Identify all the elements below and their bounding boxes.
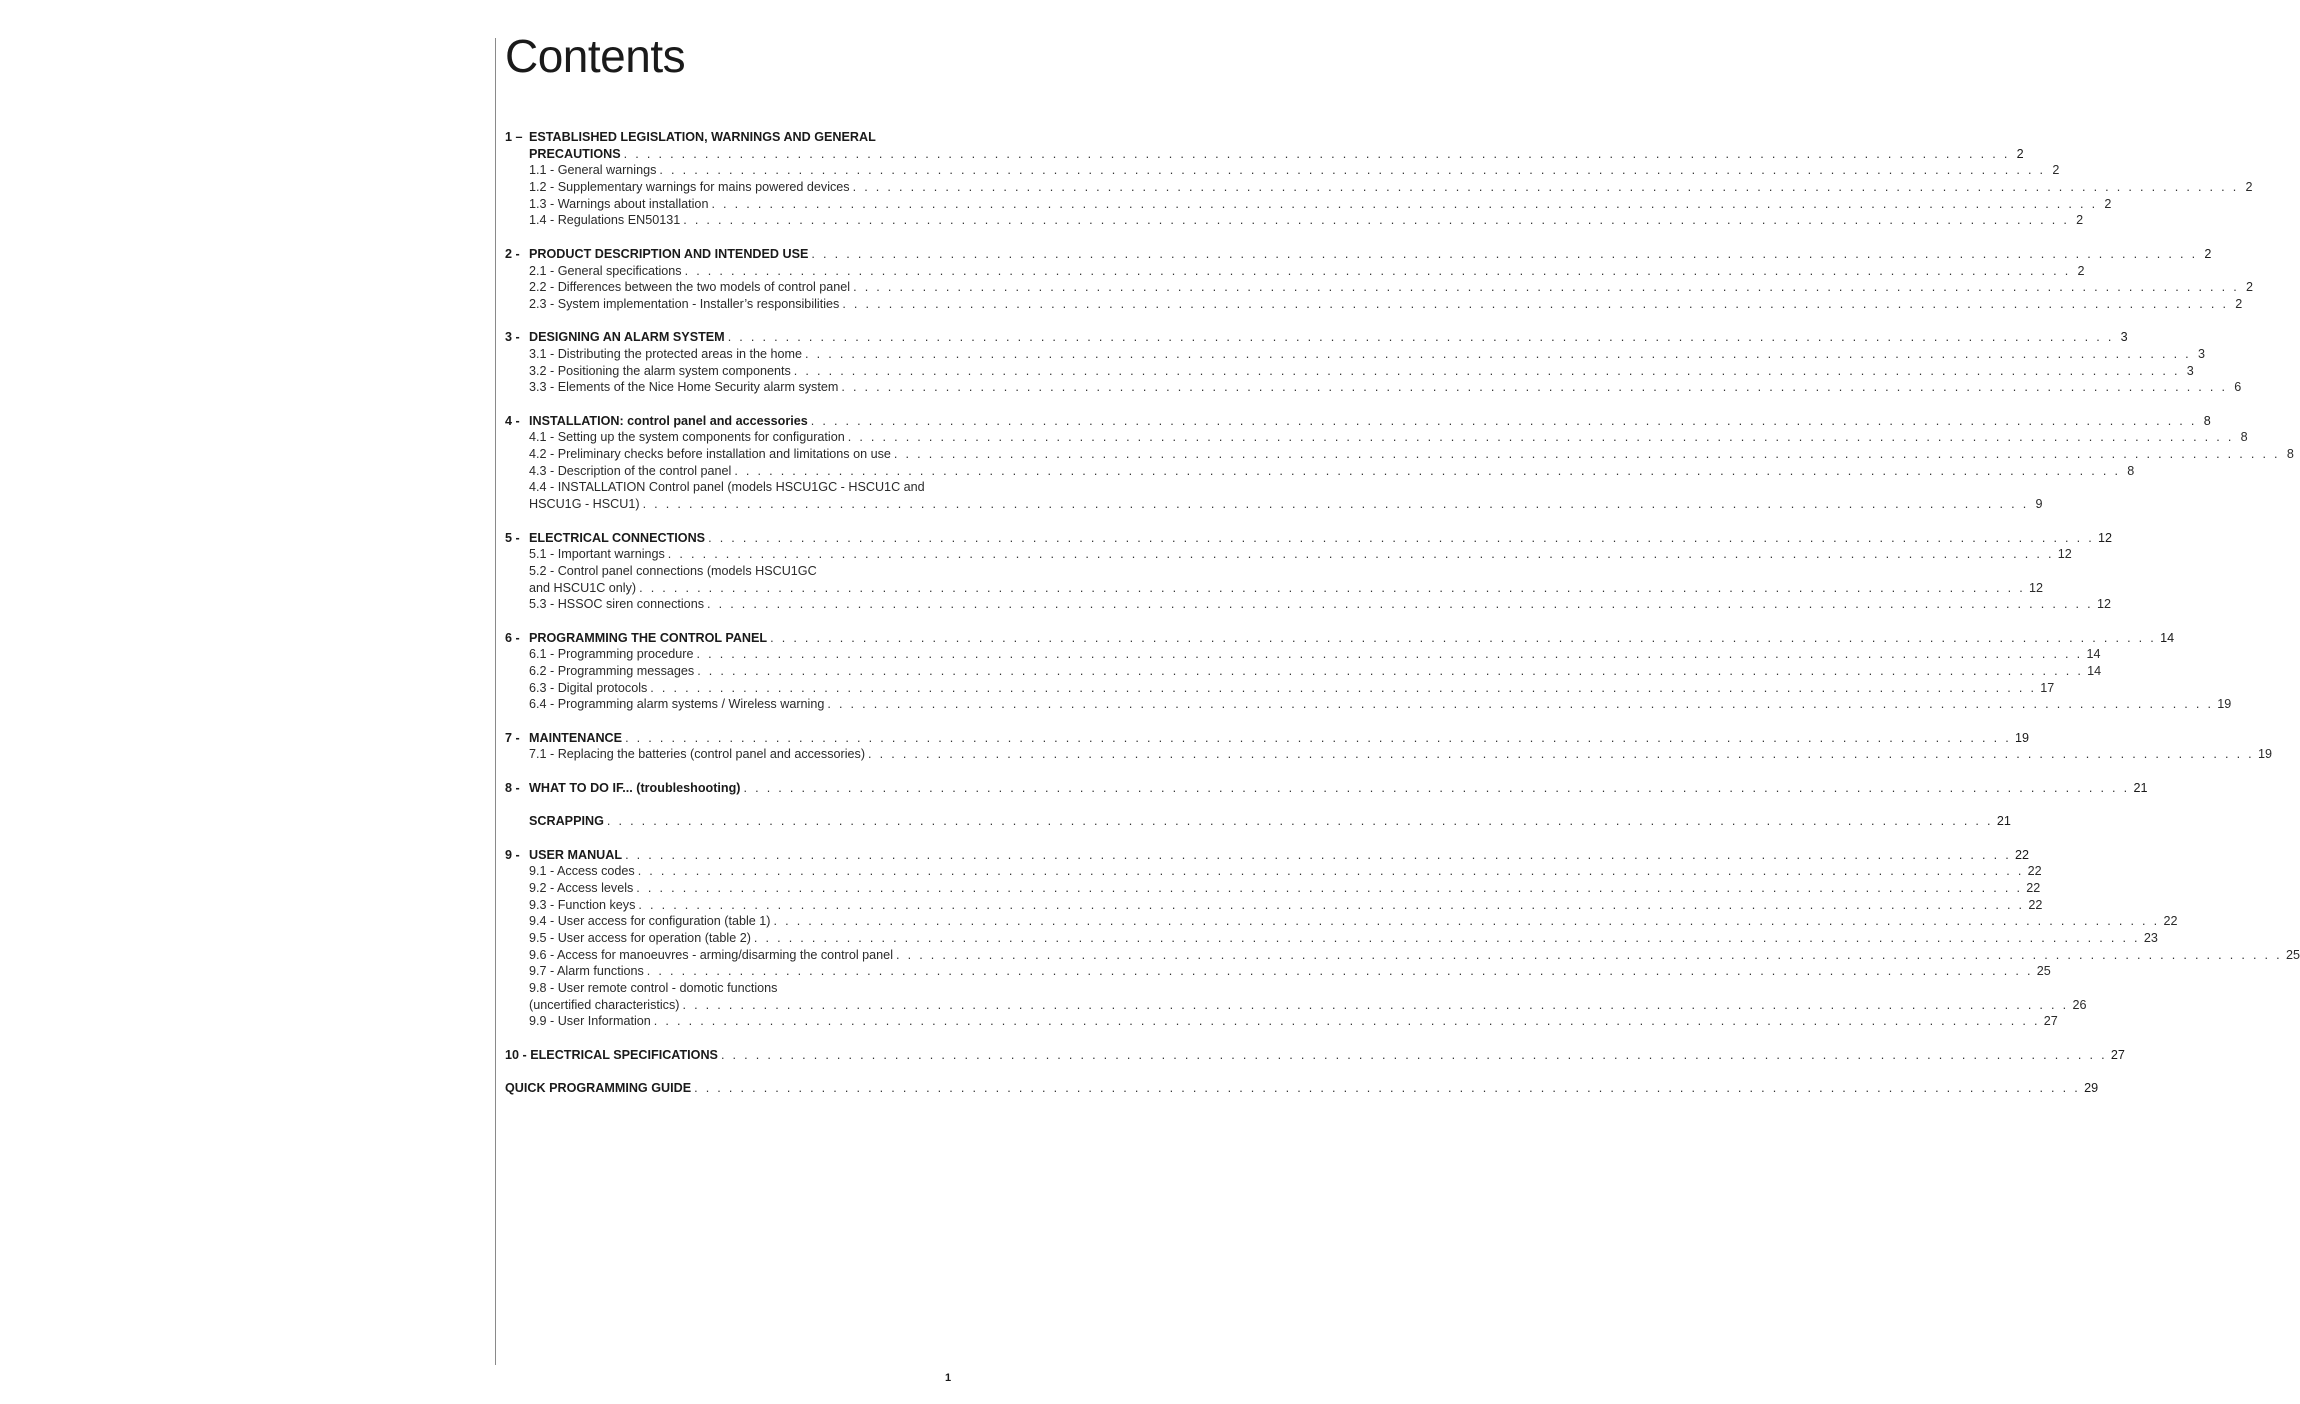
toc-leader-dots: . . . . . . . . . . . . . . . . . . . . . . . . . . . . . . . . . . . . . . . . . . . . . . . . . . . . . . . . . . . . . . . . . . . . . . . . . . . . . . . . . . . . . . . . . . . . . . . . . . . . . . . . . . . . . . . . . . . . . . . . <box>720 1047 2107 1062</box>
toc-leader-dots: . . . . . . . . . . . . . . . . . . . . . . . . . . . . . . . . . . . . . . . . . . . . . . . . . . . . . . . . . . . . . . . . . . . . . . . . . . . . . . . . . . . . . . . . . . . . . . . . . . . . . . . . . . . . . . . . . . . . . . . . <box>637 864 2024 879</box>
toc-subentry[interactable] <box>505 913 2178 930</box>
toc-page-number: 2 <box>2204 246 2212 261</box>
toc-subentry[interactable] <box>505 897 2043 914</box>
toc-leader-dots: . . . . . . . . . . . . . . . . . . . . . . . . . . . . . . . . . . . . . . . . . . . . . . . . . . . . . . . . . . . . . . . . . . . . . . . . . . . . . . . . . . . . . . . . . . . . . . . . . . . . . . . . . . . . . . . . . . . . . . . . <box>638 897 2025 912</box>
toc-subentry[interactable] <box>505 212 2084 229</box>
toc-label: 5.3 - HSSOC siren connections <box>529 597 704 612</box>
toc-page-number: 8 <box>2127 463 2135 478</box>
toc-page-number: 22 <box>2163 914 2178 929</box>
toc-page-number: 23 <box>2143 931 2158 945</box>
toc-subentry[interactable] <box>505 963 2051 980</box>
toc-page-number: 14 <box>2087 664 2102 678</box>
toc-leader-dots: . . . . . . . . . . . . . . . . . . . . . . . . . . . . . . . . . . . . . . . . . . . . . . . . . . . . . . . . . . . . . . . . . . . . . . . . . . . . . . . . . . . . . . . . . . . . . . . . . . . . . . . . . . . . . . . . . . . . . . . . <box>868 747 2254 762</box>
toc-subentry[interactable] <box>505 596 2111 613</box>
toc-entry[interactable] <box>505 129 950 146</box>
toc-leader-dots: . . . . . . . . . . . . . . . . . . . . . . . . . . . . . . . . . . . . . . . . . . . . . . . . . . . . . . . . . . . . . . . . . . . . . . . . . . . . . . . . . . . . . . . . . . . . . . . . . . . . . . . . . . . . . . . . . . . . . . . . <box>842 296 2229 311</box>
toc-entry[interactable] <box>505 246 2212 263</box>
toc-subentry[interactable] <box>505 580 2044 597</box>
toc-leader-dots: . . . . . . . . . . . . . . . . . . . . . . . . . . . . . . . . . . . . . . . . . . . . . . . . . . . . . . . . . . . . . . . . . . . . . . . . . . . . . . . . . . . . . . . . . . . . . . . . . . . . . . . . . . . . . . . . . . . . . . . . <box>653 1014 2040 1029</box>
toc-page-number: 12 <box>2029 580 2044 595</box>
toc-page-number: 14 <box>2160 630 2175 645</box>
toc-subentry[interactable] <box>505 162 2060 179</box>
toc-page-number: 2 <box>2052 163 2060 178</box>
toc-label: USER MANUAL <box>529 847 623 862</box>
toc-label: QUICK PROGRAMMING GUIDE <box>505 1081 692 1096</box>
toc-leader-dots: . . . . . . . . . . . . . . . . . . . . . . . . . . . . . . . . . . . . . . . . . . . . . . . . . . . . . . . . . . . . . . . . . . . . . . . . . . . . . . . . . . . . . . . . . . . . . . . . . . . . . . . . . . . . . . . . . . . . . . . . <box>708 530 2095 545</box>
toc-leader-dots: . . . . . . . . . . . . . . . . . . . . . . . . . . . . . . . . . . . . . . . . . . . . . . . . . . . . . . . . . . . . . . . . . . . . . . . . . . . . . . . . . . . . . . . . . . . . . . . . . . . . . . . . . . . . . . . . . . . . . . . . <box>770 630 2157 645</box>
toc-label: 7.1 - Replacing the batteries (control panel and accessories) <box>529 747 866 762</box>
toc-section-number: 9 - <box>505 847 520 862</box>
toc-entry[interactable] <box>505 813 2011 830</box>
toc-subentry[interactable] <box>505 179 2253 196</box>
toc-subentry[interactable] <box>505 863 2042 880</box>
toc-label: 3.2 - Positioning the alarm system components <box>529 363 791 378</box>
toc-label: 9.7 - Alarm functions <box>529 964 644 979</box>
toc-entry[interactable] <box>505 630 2175 647</box>
toc-page-number: 2 <box>2077 263 2085 278</box>
toc-leader-dots: . . . . . . . . . . . . . . . . . . . . . . . . . . . . . . . . . . . . . . . . . . . . . . . . . . . . . . . . . . . . . . . . . . . . . . . . . . . . . . . . . . . . . . . . . . . . . . . . . . . . . . . . . . . . . . . . . . . . . . . . <box>707 597 2093 612</box>
toc-leader-dots: . . . . . . . . . . . . . . . . . . . . . . . . . . . . . . . . . . . . . . . . . . . . . . . . . . . . . . . . . . . . . . . . . . . . . . . . . . . . . . . . . . . . . . . . . . . . . . . . . . . . . . . . . . . . . . . . . . . . . . . . <box>711 196 2098 211</box>
toc-label: 6.2 - Programming messages <box>529 664 695 678</box>
toc-leader-dots: . . . . . . . . . . . . . . . . . . . . . . . . . . . . . . . . . . . . . . . . . . . . . . . . . . . . . . . . . . . . . . . . . . . . . . . . . . . . . . . . . . . . . . . . . . . . . . . . . . . . . . . . . . . . . . . . . . . . . . . . <box>805 346 2191 361</box>
toc-page-number: 12 <box>2096 597 2111 612</box>
toc-label: 9.8 - User remote control - domotic functions <box>529 981 778 996</box>
toc-label: 6.4 - Programming alarm systems / Wireless warning <box>529 697 825 712</box>
toc-entry[interactable] <box>505 530 2113 547</box>
vertical-divider <box>495 38 496 1365</box>
toc-page-number: 14 <box>2086 647 2101 662</box>
toc-page-number: 12 <box>2098 530 2113 545</box>
toc-leader-dots: . . . . . . . . . . . . . . . . . . . . . . . . . . . . . . . . . . . . . . . . . . . . . . . . . . . . . . . . . . . . . . . . . . . . . . . . . . . . . . . . . . . . . . . . . . . . . . . . . . . . . . . . . . . . . . . . . . . . . . . . <box>682 997 2069 1012</box>
toc-label: 1.4 - Regulations EN50131 <box>529 213 681 228</box>
toc-page-number: 2 <box>2076 213 2084 228</box>
toc-leader-dots: . . . . . . . . . . . . . . . . . . . . . . . . . . . . . . . . . . . . . . . . . . . . . . . . . . . . . . . . . . . . . . . . . . . . . . . . . . . . . . . . . . . . . . . . . . . . . . . . . . . . . . . . . . . . . . . . . . . . . . . . <box>753 931 2140 945</box>
toc-page-number: 12 <box>2057 547 2072 562</box>
toc-label: 1.2 - Supplementary warnings for mains powered devices <box>529 180 850 195</box>
toc-section-number: 8 - <box>505 780 520 795</box>
toc-entry[interactable] <box>505 1047 2125 1064</box>
toc-entry[interactable] <box>505 413 2211 430</box>
toc-page-number: 22 <box>2027 864 2042 879</box>
page-number: 1 <box>945 1372 952 1384</box>
toc-page-number: 29 <box>2084 1081 2099 1096</box>
toc-subentry[interactable] <box>505 646 2101 663</box>
toc-label: 9.3 - Function keys <box>529 897 636 912</box>
toc-entry[interactable] <box>505 146 2024 163</box>
toc-page-number: 9 <box>2035 497 2043 512</box>
toc-page-number: 27 <box>2043 1014 2058 1029</box>
toc-entry[interactable] <box>505 329 2128 346</box>
toc-subentry[interactable] <box>505 746 2272 763</box>
toc-label: 2.1 - General specifications <box>529 263 682 278</box>
toc-label: 10 - ELECTRICAL SPECIFICATIONS <box>505 1047 718 1062</box>
toc-leader-dots: . . . . . . . . . . . . . . . . . . . . . . . . . . . . . . . . . . . . . . . . . . . . . . . . . . . . . . . . . . . . . . . . . . . . . . . . . . . . . . . . . . . . . . . . . . . . . . . . . . . . . . . . . . . . . . . . . . . . . . . . <box>650 680 2037 695</box>
toc-subentry[interactable] <box>505 947 2300 964</box>
toc-page-number: 8 <box>2203 413 2211 428</box>
toc-page-number: 25 <box>2285 947 2300 962</box>
toc-subentry[interactable] <box>505 546 2072 563</box>
toc-section-number: 6 - <box>505 630 520 645</box>
toc-page-number: 2 <box>2246 280 2254 295</box>
toc-subentry[interactable] <box>505 663 2102 680</box>
toc-section-number: 3 - <box>505 330 520 345</box>
toc-page-number: 22 <box>2015 847 2030 862</box>
toc-page-number: 2 <box>2104 196 2112 211</box>
toc-leader-dots: . . . . . . . . . . . . . . . . . . . . . . . . . . . . . . . . . . . . . . . . . . . . . . . . . . . . . . . . . . . . . . . . . . . . . . . . . . . . . . . . . . . . . . . . . . . . . . . . . . . . . . . . . . . . . . . . . . . . . . . . <box>639 580 2026 595</box>
toc-section-number: 5 - <box>505 530 520 545</box>
toc-entry[interactable] <box>505 1080 2099 1097</box>
toc-label: 9.2 - Access levels <box>529 880 634 895</box>
toc-label: 3.3 - Elements of the Nice Home Security alarm system <box>529 380 839 395</box>
toc-subentry[interactable] <box>505 496 2043 513</box>
toc-page-number: 22 <box>2028 897 2043 912</box>
toc-leader-dots: . . . . . . . . . . . . . . . . . . . . . . . . . . . . . . . . . . . . . . . . . . . . . . . . . . . . . . . . . . . . . . . . . . . . . . . . . . . . . . . . . . . . . . . . . . . . . . . . . . . . . . . . . . . . . . . . . . . . . . . . <box>847 430 2234 445</box>
toc-label: 9.9 - User Information <box>529 1014 651 1029</box>
toc-label: MAINTENANCE <box>529 730 623 745</box>
toc-subentry[interactable] <box>505 429 2248 446</box>
toc-subentry[interactable] <box>505 296 2243 313</box>
toc-label: 9.5 - User access for operation (table 2) <box>529 931 751 945</box>
toc-subentry[interactable] <box>505 346 2205 363</box>
toc-label: 4.2 - Preliminary checks before installation and limitations on use <box>529 447 891 462</box>
toc-subentry[interactable] <box>505 563 950 580</box>
toc-subentry[interactable] <box>505 696 2232 713</box>
toc-label: 6.1 - Programming procedure <box>529 647 694 662</box>
page-title: Contents <box>505 30 686 82</box>
toc-leader-dots: . . . . . . . . . . . . . . . . . . . . . . . . . . . . . . . . . . . . . . . . . . . . . . . . . . . . . . . . . . . . . . . . . . . . . . . . . . . . . . . . . . . . . . . . . . . . . . . . . . . . . . . . . . . . . . . . . . . . . . . . <box>606 814 1993 829</box>
toc-leader-dots: . . . . . . . . . . . . . . . . . . . . . . . . . . . . . . . . . . . . . . . . . . . . . . . . . . . . . . . . . . . . . . . . . . . . . . . . . . . . . . . . . . . . . . . . . . . . . . . . . . . . . . . . . . . . . . . . . . . . . . . . <box>659 163 2046 178</box>
toc-label: 4.3 - Description of the control panel <box>529 463 732 478</box>
toc-label: DESIGNING AN ALARM SYSTEM <box>529 330 725 345</box>
toc-leader-dots: . . . . . . . . . . . . . . . . . . . . . . . . . . . . . . . . . . . . . . . . . . . . . . . . . . . . . . . . . . . . . . . . . . . . . . . . . . . . . . . . . . . . . . . . . . . . . . . . . . . . . . . . . . . . . . . . . . . . . . . . <box>743 780 2130 795</box>
toc-subentry[interactable] <box>505 363 2194 380</box>
toc-label: ESTABLISHED LEGISLATION, WARNINGS AND GENERAL <box>529 130 876 144</box>
toc-leader-dots: . . . . . . . . . . . . . . . . . . . . . . . . . . . . . . . . . . . . . . . . . . . . . . . . . . . . . . . . . . . . . . . . . . . . . . . . . . . . . . . . . . . . . . . . . . . . . . . . . . . . . . . . . . . . . . . . . . . . . . . . <box>773 914 2160 929</box>
toc-leader-dots: . . . . . . . . . . . . . . . . . . . . . . . . . . . . . . . . . . . . . . . . . . . . . . . . . . . . . . . . . . . . . . . . . . . . . . . . . . . . . . . . . . . . . . . . . . . . . . . . . . . . . . . . . . . . . . . . . . . . . . . . <box>623 146 2010 161</box>
toc-label: 4.1 - Setting up the system components for configuration <box>529 430 845 445</box>
toc-entry[interactable] <box>505 730 2030 747</box>
toc-leader-dots: . . . . . . . . . . . . . . . . . . . . . . . . . . . . . . . . . . . . . . . . . . . . . . . . . . . . . . . . . . . . . . . . . . . . . . . . . . . . . . . . . . . . . . . . . . . . . . . . . . . . . . . . . . . . . . . . . . . . . . . . <box>667 547 2054 562</box>
toc-subentry[interactable] <box>505 930 2158 947</box>
toc-subentry[interactable] <box>505 196 2112 213</box>
toc-page-number: 25 <box>2036 964 2051 979</box>
toc-leader-dots: . . . . . . . . . . . . . . . . . . . . . . . . . . . . . . . . . . . . . . . . . . . . . . . . . . . . . . . . . . . . . . . . . . . . . . . . . . . . . . . . . . . . . . . . . . . . . . . . . . . . . . . . . . . . . . . . . . . . . . . . <box>893 447 2280 462</box>
toc-subentry[interactable] <box>505 446 2294 463</box>
toc-section-number: 2 - <box>505 246 520 261</box>
toc-label: (uncertified characteristics) <box>529 997 680 1012</box>
toc-subentry[interactable] <box>505 1013 2058 1030</box>
toc-label: PRECAUTIONS <box>529 146 621 161</box>
toc-label: 6.3 - Digital protocols <box>529 680 648 695</box>
toc-section-number: 7 - <box>505 730 520 745</box>
toc-leader-dots: . . . . . . . . . . . . . . . . . . . . . . . . . . . . . . . . . . . . . . . . . . . . . . . . . . . . . . . . . . . . . . . . . . . . . . . . . . . . . . . . . . . . . . . . . . . . . . . . . . . . . . . . . . . . . . . . . . . . . . . . <box>896 947 2282 962</box>
toc-page-number: 2 <box>2016 146 2024 161</box>
toc-page-number: 8 <box>2286 447 2294 462</box>
toc-leader-dots: . . . . . . . . . . . . . . . . . . . . . . . . . . . . . . . . . . . . . . . . . . . . . . . . . . . . . . . . . . . . . . . . . . . . . . . . . . . . . . . . . . . . . . . . . . . . . . . . . . . . . . . . . . . . . . . . . . . . . . . . <box>793 363 2180 378</box>
toc-label: 4.4 - INSTALLATION Control panel (models HSCU1GC - HSCU1C and <box>529 480 925 495</box>
toc-page-number: 19 <box>2217 697 2232 712</box>
toc-label: 2.2 - Differences between the two models of control panel <box>529 280 851 295</box>
toc-leader-dots: . . . . . . . . . . . . . . . . . . . . . . . . . . . . . . . . . . . . . . . . . . . . . . . . . . . . . . . . . . . . . . . . . . . . . . . . . . . . . . . . . . . . . . . . . . . . . . . . . . . . . . . . . . . . . . . . . . . . . . . . <box>810 413 2197 428</box>
toc-label: PRODUCT DESCRIPTION AND INTENDED USE <box>529 246 809 261</box>
toc-label: ELECTRICAL CONNECTIONS <box>529 530 706 545</box>
toc-label: HSCU1G - HSCU1) <box>529 497 640 512</box>
toc-section-number: 1 – <box>505 130 523 144</box>
toc-page-number: 21 <box>1996 814 2011 829</box>
toc-subentry[interactable] <box>505 880 2041 897</box>
toc-subentry[interactable] <box>505 463 2135 480</box>
toc-label: 9.6 - Access for manoeuvres - arming/disarming the control panel <box>529 947 893 962</box>
toc-page-number: 8 <box>2240 430 2248 445</box>
toc-subentry[interactable] <box>505 263 2085 280</box>
toc-page-number: 27 <box>2110 1047 2125 1062</box>
toc-leader-dots: . . . . . . . . . . . . . . . . . . . . . . . . . . . . . . . . . . . . . . . . . . . . . . . . . . . . . . . . . . . . . . . . . . . . . . . . . . . . . . . . . . . . . . . . . . . . . . . . . . . . . . . . . . . . . . . . . . . . . . . . <box>852 180 2239 195</box>
toc-page-number: 19 <box>2015 730 2030 745</box>
toc-page-number: 2 <box>2245 180 2253 195</box>
toc-leader-dots: . . . . . . . . . . . . . . . . . . . . . . . . . . . . . . . . . . . . . . . . . . . . . . . . . . . . . . . . . . . . . . . . . . . . . . . . . . . . . . . . . . . . . . . . . . . . . . . . . . . . . . . . . . . . . . . . . . . . . . . . <box>636 880 2023 895</box>
toc-leader-dots: . . . . . . . . . . . . . . . . . . . . . . . . . . . . . . . . . . . . . . . . . . . . . . . . . . . . . . . . . . . . . . . . . . . . . . . . . . . . . . . . . . . . . . . . . . . . . . . . . . . . . . . . . . . . . . . . . . . . . . . . <box>683 213 2070 228</box>
toc-label: 1.3 - Warnings about installation <box>529 196 709 211</box>
toc-subentry[interactable] <box>505 279 2254 296</box>
toc-subentry[interactable] <box>505 997 2087 1014</box>
toc-label: and HSCU1C only) <box>529 580 637 595</box>
toc-leader-dots: . . . . . . . . . . . . . . . . . . . . . . . . . . . . . . . . . . . . . . . . . . . . . . . . . . . . . . . . . . . . . . . . . . . . . . . . . . . . . . . . . . . . . . . . . . . . . . . . . . . . . . . . . . . . . . . . . . . . . . . . <box>684 263 2071 278</box>
toc-page-number: 3 <box>2120 330 2128 345</box>
toc-leader-dots: . . . . . . . . . . . . . . . . . . . . . . . . . . . . . . . . . . . . . . . . . . . . . . . . . . . . . . . . . . . . . . . . . . . . . . . . . . . . . . . . . . . . . . . . . . . . . . . . . . . . . . . . . . . . . . . . . . . . . . . . <box>734 463 2121 478</box>
toc-subentry[interactable] <box>505 479 950 496</box>
toc-label: 5.2 - Control panel connections (models HSCU1GC <box>529 563 817 578</box>
toc-leader-dots: . . . . . . . . . . . . . . . . . . . . . . . . . . . . . . . . . . . . . . . . . . . . . . . . . . . . . . . . . . . . . . . . . . . . . . . . . . . . . . . . . . . . . . . . . . . . . . . . . . . . . . . . . . . . . . . . . . . . . . . . <box>727 330 2114 345</box>
toc-label: 3.1 - Distributing the protected areas in the home <box>529 346 803 361</box>
table-of-contents <box>505 129 2300 1097</box>
toc-leader-dots: . . . . . . . . . . . . . . . . . . . . . . . . . . . . . . . . . . . . . . . . . . . . . . . . . . . . . . . . . . . . . . . . . . . . . . . . . . . . . . . . . . . . . . . . . . . . . . . . . . . . . . . . . . . . . . . . . . . . . . . . <box>841 380 2228 395</box>
toc-leader-dots: . . . . . . . . . . . . . . . . . . . . . . . . . . . . . . . . . . . . . . . . . . . . . . . . . . . . . . . . . . . . . . . . . . . . . . . . . . . . . . . . . . . . . . . . . . . . . . . . . . . . . . . . . . . . . . . . . . . . . . . . <box>625 730 2012 745</box>
toc-page-number: 2 <box>2235 296 2243 311</box>
toc-page-number: 3 <box>2186 363 2194 378</box>
toc-page-number: 17 <box>2040 680 2055 695</box>
toc-subentry[interactable] <box>505 980 950 997</box>
toc-label: 9.1 - Access codes <box>529 864 635 879</box>
toc-section-number: 4 - <box>505 413 520 428</box>
toc-label: 2.3 - System implementation - Installer’s responsibilities <box>529 296 840 311</box>
toc-leader-dots: . . . . . . . . . . . . . . . . . . . . . . . . . . . . . . . . . . . . . . . . . . . . . . . . . . . . . . . . . . . . . . . . . . . . . . . . . . . . . . . . . . . . . . . . . . . . . . . . . . . . . . . . . . . . . . . . . . . . . . . . <box>853 280 2240 295</box>
toc-page-number: 26 <box>2072 997 2087 1012</box>
toc-subentry[interactable] <box>505 680 2055 697</box>
toc-page-number: 21 <box>2133 780 2148 795</box>
toc-label: INSTALLATION: control panel and accessories <box>529 413 808 428</box>
toc-label: 1.1 - General warnings <box>529 163 657 178</box>
toc-page-number: 22 <box>2026 880 2041 895</box>
toc-label: PROGRAMMING THE CONTROL PANEL <box>529 630 768 645</box>
toc-leader-dots: . . . . . . . . . . . . . . . . . . . . . . . . . . . . . . . . . . . . . . . . . . . . . . . . . . . . . . . . . . . . . . . . . . . . . . . . . . . . . . . . . . . . . . . . . . . . . . . . . . . . . . . . . . . . . . . . . . . . . . . . <box>697 664 2084 678</box>
toc-leader-dots: . . . . . . . . . . . . . . . . . . . . . . . . . . . . . . . . . . . . . . . . . . . . . . . . . . . . . . . . . . . . . . . . . . . . . . . . . . . . . . . . . . . . . . . . . . . . . . . . . . . . . . . . . . . . . . . . . . . . . . . . <box>811 246 2198 261</box>
toc-subentry[interactable] <box>505 379 2242 396</box>
toc-page-number: 19 <box>2257 747 2272 762</box>
toc-page-number: 3 <box>2197 346 2205 361</box>
toc-leader-dots: . . . . . . . . . . . . . . . . . . . . . . . . . . . . . . . . . . . . . . . . . . . . . . . . . . . . . . . . . . . . . . . . . . . . . . . . . . . . . . . . . . . . . . . . . . . . . . . . . . . . . . . . . . . . . . . . . . . . . . . . <box>646 964 2033 979</box>
toc-label: 9.4 - User access for configuration (table 1) <box>529 914 771 929</box>
toc-leader-dots: . . . . . . . . . . . . . . . . . . . . . . . . . . . . . . . . . . . . . . . . . . . . . . . . . . . . . . . . . . . . . . . . . . . . . . . . . . . . . . . . . . . . . . . . . . . . . . . . . . . . . . . . . . . . . . . . . . . . . . . . <box>827 697 2214 712</box>
toc-label: WHAT TO DO IF... (troubleshooting) <box>529 780 741 795</box>
toc-entry[interactable] <box>505 780 2148 797</box>
toc-leader-dots: . . . . . . . . . . . . . . . . . . . . . . . . . . . . . . . . . . . . . . . . . . . . . . . . . . . . . . . . . . . . . . . . . . . . . . . . . . . . . . . . . . . . . . . . . . . . . . . . . . . . . . . . . . . . . . . . . . . . . . . . <box>694 1081 2081 1096</box>
toc-leader-dots: . . . . . . . . . . . . . . . . . . . . . . . . . . . . . . . . . . . . . . . . . . . . . . . . . . . . . . . . . . . . . . . . . . . . . . . . . . . . . . . . . . . . . . . . . . . . . . . . . . . . . . . . . . . . . . . . . . . . . . . . <box>625 847 2012 862</box>
toc-leader-dots: . . . . . . . . . . . . . . . . . . . . . . . . . . . . . . . . . . . . . . . . . . . . . . . . . . . . . . . . . . . . . . . . . . . . . . . . . . . . . . . . . . . . . . . . . . . . . . . . . . . . . . . . . . . . . . . . . . . . . . . . <box>696 647 2083 662</box>
toc-page-number: 6 <box>2234 380 2242 395</box>
toc-label: SCRAPPING <box>529 814 604 829</box>
toc-label: 5.1 - Important warnings <box>529 547 665 562</box>
toc-entry[interactable] <box>505 847 2030 864</box>
toc-leader-dots: . . . . . . . . . . . . . . . . . . . . . . . . . . . . . . . . . . . . . . . . . . . . . . . . . . . . . . . . . . . . . . . . . . . . . . . . . . . . . . . . . . . . . . . . . . . . . . . . . . . . . . . . . . . . . . . . . . . . . . . . <box>642 497 2029 512</box>
